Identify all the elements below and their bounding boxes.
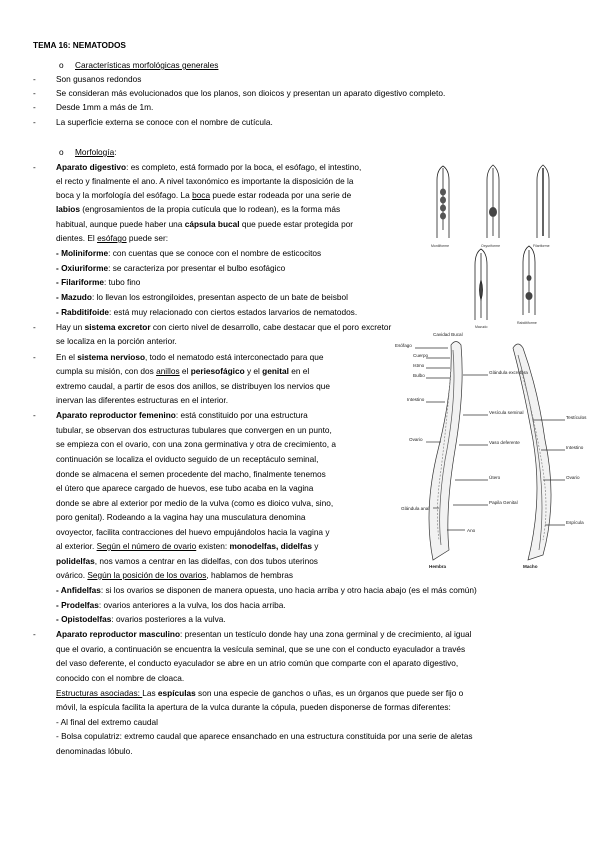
mazudo-illustration <box>475 249 487 320</box>
list-item: La superficie externa se conoce con el nombre de cutícula. <box>56 117 273 127</box>
caption-rabditiforme: Rabditiforme <box>517 321 537 325</box>
paragraph-line: Aparato digestivo: es completo, está formado por la boca, el esófago, el intestino, <box>56 162 362 172</box>
label-esofago: Esófago <box>395 343 412 348</box>
female-type: - Anfidelfas: si los ovarios se disponen de manera opuesta, uno hacia arriba y otro hacia abajo (es el más común) <box>56 585 477 595</box>
paragraph-line: móvil, la espícula facilita la apertura de la vulca durante la cópula, pueden disponerse de formas diferentes: <box>56 702 451 712</box>
caption-mazudo: Mazudo <box>475 325 488 329</box>
moniliforme-illustration <box>437 166 449 238</box>
label-ovario-female: Ovario <box>409 437 423 442</box>
list-item: Son gusanos redondos <box>56 74 142 84</box>
paragraph-line: donde se abre al exterior por medio de la vulva (como es dioico vulva, sino, <box>56 498 334 508</box>
paragraph-line: el útero que aparece cargado de huevos, ese tubo acaba en la vagina <box>56 483 314 493</box>
label-intestino-male: Intestino <box>566 445 584 450</box>
dash-bullet: - <box>33 117 36 127</box>
caption-oxyuriforme: Oxyuriforme <box>481 244 501 248</box>
female-body-outline <box>429 342 462 561</box>
label-cavidad-bucal: Cavidad Bucal <box>433 332 463 337</box>
label-ano: Ano <box>467 528 476 533</box>
female-type: - Opistodelfas: ovarios posteriores a la vulva. <box>56 614 226 624</box>
label-ovario-right: Ovario <box>566 475 580 480</box>
dash-bullet: - <box>33 102 36 112</box>
esophagus-types-figure <box>415 150 585 335</box>
paragraph-line: boca y la morfología del esófago. La boca puede estar rodeada por una serie de <box>56 190 352 200</box>
dash-bullet: - <box>33 322 36 332</box>
esophagus-type: - Moliniforme: con cuentas que se conoce con el nombre de esticocitos <box>56 248 322 258</box>
paragraph-line: habitual, aunque puede haber una cápsula bucal que puede estar protegida por <box>56 219 354 229</box>
paragraph-line: poro genital). Rodeando a la vagina hay una musculatura denomina <box>56 512 306 522</box>
paragraph-line: Aparato reproductor femenino: está constituido por una estructura <box>56 410 308 420</box>
label-cuerpo: Cuerpo <box>413 353 429 358</box>
rabditiforme-illustration <box>523 246 535 315</box>
paragraph-line: extremo caudal, a partir de esos dos anillos, se distribuyen los nervios que <box>56 381 330 391</box>
section-bullet: o <box>59 147 64 157</box>
label-glandula-anal: Glándula anal <box>401 506 430 511</box>
label-istmo: Istmo <box>413 363 425 368</box>
list-item: Desde 1mm a más de 1m. <box>56 102 154 112</box>
paragraph-line: labios (engrosamientos de la propia cutícula que lo rodean), es la forma más <box>56 204 341 214</box>
label-hembra: Hembra <box>429 564 447 569</box>
oxyuriforme-illustration <box>487 165 499 238</box>
male-body-outline <box>513 344 551 560</box>
dash-bullet: - <box>33 88 36 98</box>
label-testiculos: Testículos <box>566 415 587 420</box>
paragraph-line: inervan las diferentes estructuras en el interior. <box>56 395 229 405</box>
caption-moniliforme: Moniliforme <box>431 244 450 248</box>
paragraph-line: del vaso deferente, el conducto eyaculador se abre en un atrio común que comparte con el aparato digestivo, <box>56 658 459 668</box>
paragraph-line: que el ovario, a continuación se encuentra la vesícula seminal, que se une con el conducto eyaculador a través <box>56 644 466 654</box>
paragraph-line: se localiza en la porción anterior. <box>56 336 177 346</box>
paragraph-line: Aparato reproductor masculino: presentan un testículo donde hay una zona germinal y de crecimiento, al igual <box>56 629 472 639</box>
paragraph-line: donde se almacena el semen procedente del macho, finalmente tenemos <box>56 469 326 479</box>
esophagus-type: - Mazudo: lo llevan los estrongiloides, presentan aspecto de un bate de beisbol <box>56 292 348 302</box>
dash-bullet: - <box>33 352 36 362</box>
paragraph-line: En el sistema nervioso, todo el nematodo está interconectado para que <box>56 352 324 362</box>
paragraph-line: al exterior. Según el número de ovario existen: monodelfas, didelfas y <box>56 541 319 551</box>
esophagus-type: - Rabditifoide: está muy relacionado con ciertos estados larvarios de nematodos. <box>56 307 358 317</box>
paragraph-line: continuación se localiza el oviducto seguido de un receptáculo seminal, <box>56 454 319 464</box>
paragraph-line: polidelfas, nos vamos a centrar en las didelfas, con dos tubos uterinos <box>56 556 318 566</box>
nematode-anatomy-figure <box>393 330 593 570</box>
label-utero: Útero <box>489 475 501 480</box>
paragraph-line: dientes. El esófago puede ser: <box>56 233 169 243</box>
label-vaso-deferente: Vaso deferente <box>489 440 520 445</box>
page-title: TEMA 16: NEMATODOS <box>33 40 126 50</box>
female-type: - Prodelfas: ovarios anteriores a la vulva, los dos hacia arriba. <box>56 600 286 610</box>
paragraph-line: conocido con el nombre de cloaca. <box>56 673 185 683</box>
section-bullet: o <box>59 60 64 70</box>
paragraph-line: el recto y finalmente el ano. A nivel taxonómico es importante la disposición de la <box>56 176 354 186</box>
label-vesicula-seminal: Vesícula seminal <box>489 410 524 415</box>
esophagus-type: - Filariforme: tubo fino <box>56 277 141 287</box>
paragraph-line: cumpla su misión, con dos anillos el periesofágico y el genital en el <box>56 366 310 376</box>
paragraph-line: tubular, se observan dos estructuras tubulares que convergen en un punto, <box>56 425 332 435</box>
dash-bullet: - <box>33 410 36 420</box>
paragraph-line: ovárico. Según la posición de los ovarios, hablamos de hembras <box>56 570 294 580</box>
dash-bullet: - <box>33 162 36 172</box>
paragraph-line: ovoyector, facilita contracciones del huevo empujándolos hacia la vagina y <box>56 527 330 537</box>
label-bulbo: Bulbo <box>413 373 425 378</box>
list-item: Se consideran más evolucionados que los planos, son dioicos y presentan un aparato digestivo completo. <box>56 88 446 98</box>
section-heading-caracteristicas: Características morfológicas generales <box>75 60 219 70</box>
section-heading-morfologia: Morfología: <box>75 147 117 157</box>
label-papila-genital: Papila Genital <box>489 500 518 505</box>
label-macho: Macho <box>523 564 538 569</box>
filariforme-illustration <box>537 165 549 238</box>
esophagus-type: - Oxiuriforme: se caracteriza por presentar el bulbo esofágico <box>56 263 286 273</box>
paragraph-line: se empieza con el ovario, con una zona germinativa y otra de crecimiento, a <box>56 439 336 449</box>
paragraph-line: Hay un sistema excretor con cierto nivel de desarrollo, cabe destacar que el poro excretor <box>56 322 392 332</box>
paragraph-line: Estructuras asociadas: Las espículas son una especie de ganchos o uñas, es un órganos que puede ser fijo o <box>56 688 464 698</box>
caption-filariforme: Filariforme <box>533 244 550 248</box>
dash-bullet: - <box>33 74 36 84</box>
label-intestino-female: Intestino <box>407 397 425 402</box>
dash-bullet: - <box>33 629 36 639</box>
label-espicula: Espícula <box>566 520 584 525</box>
paragraph-line: - Al final del extremo caudal <box>56 717 158 727</box>
paragraph-line: denominadas lóbulo. <box>56 746 133 756</box>
paragraph-line: - Bolsa copulatriz: extremo caudal que aparece ensanchado en una estructura constituida por una serie de aletas <box>56 731 473 741</box>
label-glandula-excretora: Glándula excretora <box>489 370 528 375</box>
